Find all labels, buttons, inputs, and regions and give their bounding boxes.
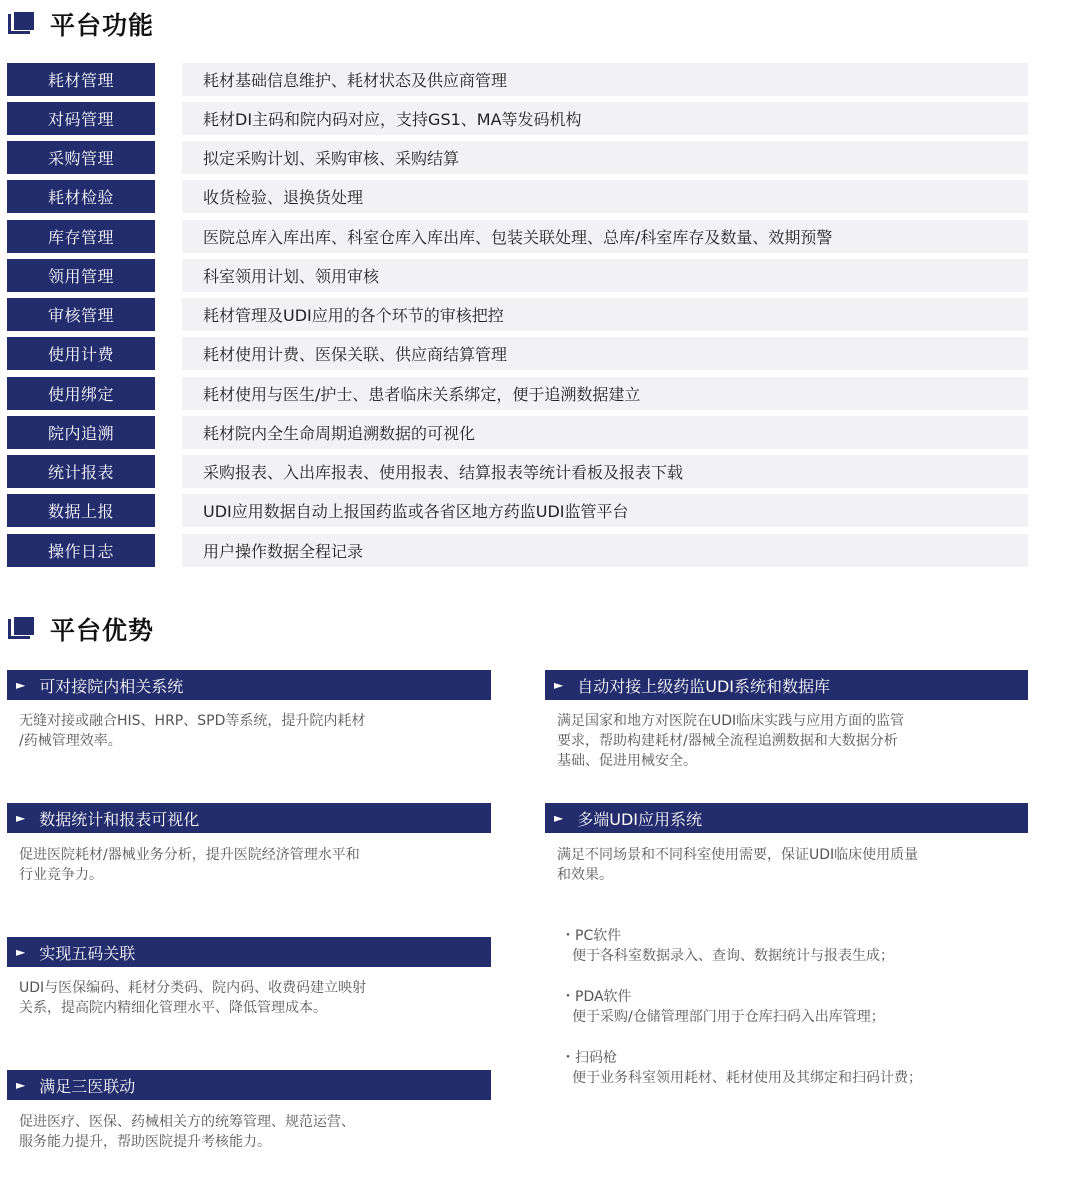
- function-desc: 采购报表、入出库报表、使用报表、结算报表等统计看板及报表下载: [182, 455, 1028, 488]
- advantage-body: [19, 711, 365, 751]
- function-row: [7, 377, 1028, 410]
- advantage-body: [557, 845, 918, 885]
- section-square-icon: [8, 12, 36, 36]
- function-desc: 耗材基础信息维护、耗材状态及供应商管理: [182, 63, 1028, 96]
- function-label: 审核管理: [7, 298, 155, 331]
- function-desc: 耗材管理及UDI应用的各个环节的审核把控: [182, 298, 1028, 331]
- advantage-line: 关系，提高院内精细化管理水平、降低管理成本。: [19, 1000, 327, 1016]
- function-label: 院内追溯: [7, 416, 155, 449]
- advantage-title: 自动对接上级药监UDI系统和数据库: [577, 676, 830, 696]
- function-row: [7, 298, 1028, 331]
- advantage-title: 实现五码关联: [39, 943, 136, 963]
- advantage-line: 和效果。: [557, 867, 613, 883]
- function-row: [7, 180, 1028, 213]
- app-desc: 便于业务科室领用耗材、耗材使用及其绑定和扫码计费；: [572, 1070, 922, 1086]
- advantage-line: 服务能力提升，帮助医院提升考核能力。: [19, 1134, 271, 1150]
- function-desc: 耗材使用与医生/护士、患者临床关系绑定，便于追溯数据建立: [182, 377, 1028, 410]
- function-label: 耗材管理: [7, 63, 155, 96]
- advantage-body: [19, 1112, 355, 1152]
- advantage-header: [7, 937, 491, 967]
- advantage-title: 满足三医联动: [39, 1076, 136, 1096]
- function-label: 使用计费: [7, 337, 155, 370]
- function-row: [7, 494, 1028, 527]
- advantage-body: [557, 711, 904, 771]
- advantage-title: 数据统计和报表可视化: [39, 809, 200, 829]
- advantage-header: [7, 670, 491, 700]
- function-label: 数据上报: [7, 494, 155, 527]
- advantage-line: 无缝对接或融合HIS、HRP、SPD等系统，提升院内耗材: [19, 713, 366, 729]
- triangle-icon: ►: [554, 811, 564, 825]
- function-row: [7, 337, 1028, 370]
- function-desc: 耗材DI主码和院内码对应，支持GS1、MA等发码机构: [182, 102, 1028, 135]
- function-row: [7, 259, 1028, 292]
- triangle-icon: ►: [16, 1078, 26, 1092]
- function-label: 统计报表: [7, 455, 155, 488]
- function-label: 操作日志: [7, 534, 155, 567]
- function-row: [7, 455, 1028, 488]
- section-title-text: 平台优势: [50, 616, 155, 645]
- section-title-functions: [8, 6, 154, 42]
- function-row: [7, 534, 1028, 567]
- section-title-text: 平台功能: [50, 11, 155, 40]
- advantage-line: 满足国家和地方对医院在UDI临床实践与应用方面的监管: [557, 713, 905, 729]
- section-title-advantages: [8, 611, 154, 647]
- triangle-icon: ►: [16, 811, 26, 825]
- triangle-icon: ►: [554, 678, 564, 692]
- app-item: [561, 987, 885, 1027]
- section-square-icon: [8, 617, 36, 641]
- function-label: 对码管理: [7, 102, 155, 135]
- function-desc: 医院总库入库出库、科室仓库入库出库、包装关联处理、总库/科室库存及数量、效期预警: [182, 220, 1028, 253]
- advantage-header: [545, 670, 1028, 700]
- function-row: [7, 220, 1028, 253]
- advantage-line: 满足不同场景和不同科室使用需要，保证UDI临床使用质量: [557, 847, 919, 863]
- function-row: [7, 63, 1028, 96]
- advantage-line: 促进医疗、医保、药械相关方的统筹管理、规范运营、: [19, 1114, 355, 1130]
- advantage-header: [545, 803, 1028, 833]
- app-title: ・PDA软件: [561, 989, 632, 1005]
- app-desc: 便于采购/仓储管理部门用于仓库扫码入出库管理；: [572, 1009, 885, 1025]
- app-title: ・扫码枪: [561, 1050, 617, 1066]
- function-label: 领用管理: [7, 259, 155, 292]
- function-desc: 耗材院内全生命周期追溯数据的可视化: [182, 416, 1028, 449]
- function-desc: UDI应用数据自动上报国药监或各省区地方药监UDI监管平台: [182, 494, 1028, 527]
- function-row: [7, 102, 1028, 135]
- advantage-line: /药械管理效率。: [19, 733, 122, 749]
- advantage-line: UDI与医保编码、耗材分类码、院内码、收费码建立映射: [19, 980, 367, 996]
- app-item: [561, 1048, 922, 1088]
- function-desc: 用户操作数据全程记录: [182, 534, 1028, 567]
- app-desc: 便于各科室数据录入、查询、数据统计与报表生成；: [572, 948, 894, 964]
- advantage-header: [7, 1070, 491, 1100]
- advantage-line: 行业竞争力。: [19, 867, 103, 883]
- function-desc: 科室领用计划、领用审核: [182, 259, 1028, 292]
- function-label: 采购管理: [7, 141, 155, 174]
- advantage-title: 多端UDI应用系统: [577, 809, 702, 829]
- function-desc: 收货检验、退换货处理: [182, 180, 1028, 213]
- triangle-icon: ►: [16, 945, 26, 959]
- advantage-body: [19, 845, 360, 885]
- advantage-line: 基础、促进用械安全。: [557, 753, 697, 769]
- app-title: ・PC软件: [561, 928, 622, 944]
- function-label: 耗材检验: [7, 180, 155, 213]
- triangle-icon: ►: [16, 678, 26, 692]
- function-row: [7, 416, 1028, 449]
- advantage-header: [7, 803, 491, 833]
- function-label: 库存管理: [7, 220, 155, 253]
- app-item: [561, 926, 894, 966]
- function-label: 使用绑定: [7, 377, 155, 410]
- function-row: [7, 141, 1028, 174]
- advantage-body: [19, 978, 366, 1018]
- advantage-title: 可对接院内相关系统: [39, 676, 184, 696]
- advantage-line: 促进医院耗材/器械业务分析，提升医院经济管理水平和: [19, 847, 360, 863]
- advantage-line: 要求，帮助构建耗材/器械全流程追溯数据和大数据分析: [557, 733, 898, 749]
- function-desc: 耗材使用计费、医保关联、供应商结算管理: [182, 337, 1028, 370]
- function-desc: 拟定采购计划、采购审核、采购结算: [182, 141, 1028, 174]
